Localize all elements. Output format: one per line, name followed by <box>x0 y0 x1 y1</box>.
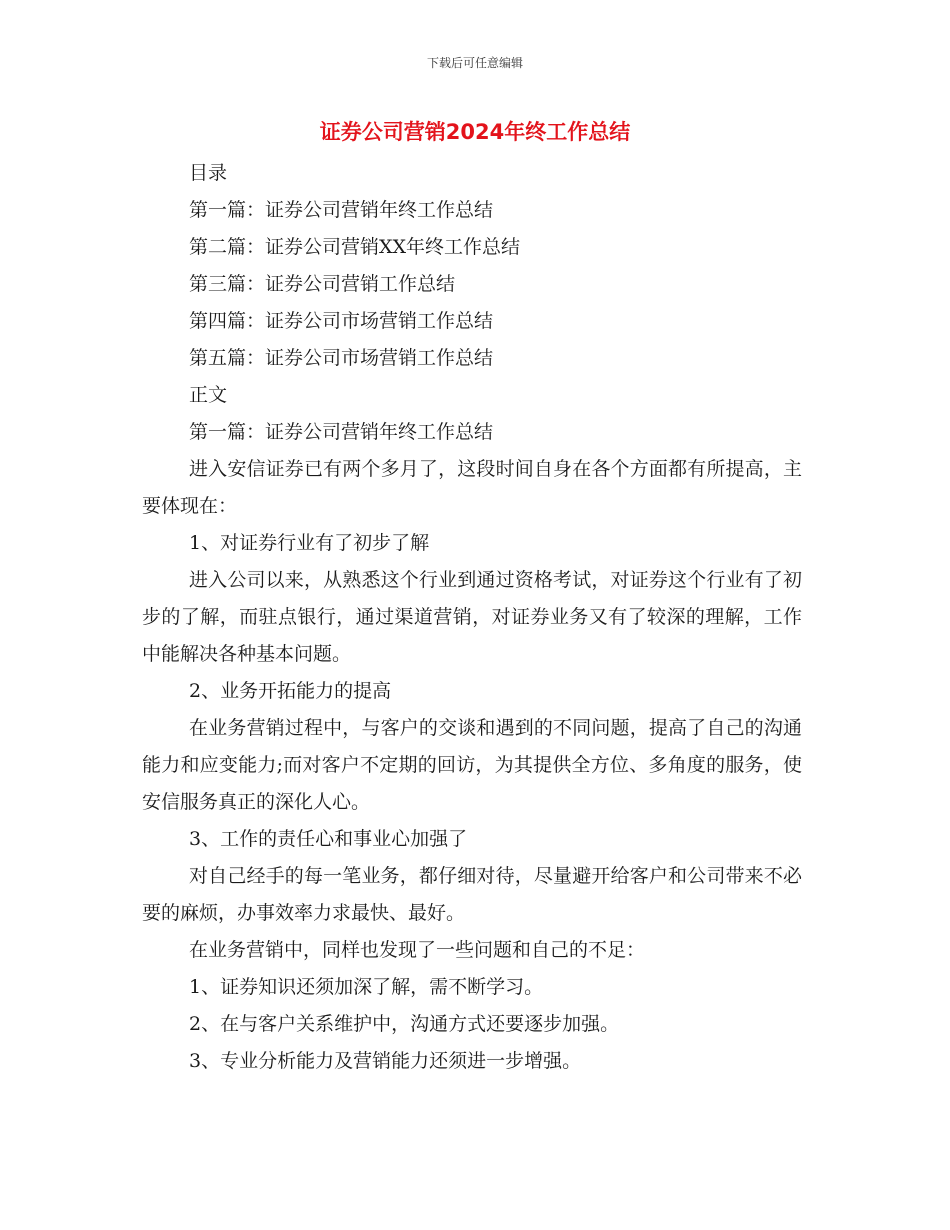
toc-item: 第二篇：证券公司营销XX年终工作总结 <box>189 236 521 258</box>
point-paragraph: 对自己经手的每一笔业务，都仔细对待，尽量避开给客户和公司带来不必要的麻烦，办事效率力求最快、最好。 <box>142 865 802 924</box>
point-title: 1、对证券行业有了初步了解 <box>189 532 430 554</box>
shortcomings-intro: 在业务营销中，同样也发现了一些问题和自己的不足： <box>189 939 646 961</box>
body-heading: 正文 <box>189 384 228 406</box>
shortcoming-item: 2、在与客户关系维护中，沟通方式还要逐步加强。 <box>189 1013 620 1035</box>
point-paragraph: 在业务营销过程中，与客户的交谈和遇到的不同问题，提高了自己的沟通能力和应变能力;而对客户不定期的回访，为其提供全方位、多角度的服务，使安信服务真正的深化人心。 <box>142 717 802 813</box>
shortcoming-item: 1、证券知识还须加深了解，需不断学习。 <box>189 976 544 998</box>
toc-item: 第一篇：证券公司营销年终工作总结 <box>189 199 494 221</box>
shortcoming-item: 3、专业分析能力及营销能力还须进一步增强。 <box>189 1050 582 1072</box>
section-title: 第一篇：证券公司营销年终工作总结 <box>189 421 494 443</box>
document-body <box>142 155 802 1080</box>
toc-heading: 目录 <box>189 162 228 184</box>
toc-item: 第五篇：证券公司市场营销工作总结 <box>189 347 494 369</box>
point-title: 2、业务开拓能力的提高 <box>189 680 392 702</box>
point-title: 3、工作的责任心和事业心加强了 <box>189 828 468 850</box>
toc-item: 第四篇：证券公司市场营销工作总结 <box>189 310 494 332</box>
header-note: 下载后可任意编辑 <box>426 56 523 70</box>
document-title: 证券公司营销2024年终工作总结 <box>319 120 631 144</box>
toc-item: 第三篇：证券公司营销工作总结 <box>189 273 456 295</box>
point-paragraph: 进入公司以来，从熟悉这个行业到通过资格考试，对证券这个行业有了初步的了解，而驻点银行，通过渠道营销，对证券业务又有了较深的理解，工作中能解决各种基本问题。 <box>142 569 802 665</box>
intro-paragraph: 进入安信证券已有两个多月了，这段时间自身在各个方面都有所提高，主要体现在： <box>142 458 802 517</box>
